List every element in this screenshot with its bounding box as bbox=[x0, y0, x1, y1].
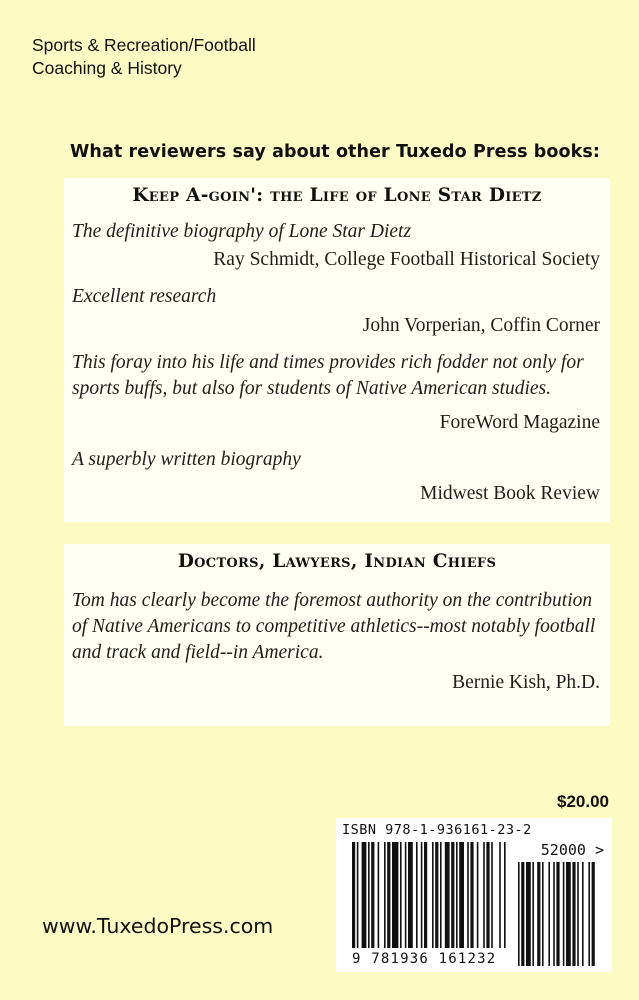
review-source: ForeWord Magazine bbox=[439, 412, 600, 433]
review-quote: Excellent research bbox=[72, 286, 217, 307]
barcode-bar bbox=[553, 862, 555, 966]
review-quote: A superbly written biography bbox=[72, 449, 301, 470]
review-quote: The definitive biography of Lone Star Dietz bbox=[72, 221, 412, 242]
barcode-bar bbox=[432, 842, 434, 948]
barcode-bar bbox=[451, 842, 454, 948]
barcode-bar bbox=[504, 842, 506, 948]
review-quote: This foray into his life and times provides rich fodder not only for sports buffs, but also for students of Native American studies. bbox=[72, 352, 584, 399]
review-source: John Vorperian, Coffin Corner bbox=[362, 315, 600, 336]
barcode-bar bbox=[456, 842, 458, 948]
barcode-bar bbox=[592, 862, 595, 966]
barcode-bar bbox=[582, 862, 584, 966]
review-box-keep-a-goin bbox=[64, 178, 610, 522]
barcode-bar bbox=[526, 862, 531, 966]
barcode-bar bbox=[521, 862, 524, 966]
barcode-bar bbox=[416, 842, 418, 948]
barcode-bar bbox=[459, 842, 464, 948]
barcode bbox=[336, 818, 612, 972]
price-code: 52000 > bbox=[540, 841, 604, 859]
barcode-bar bbox=[440, 842, 442, 948]
barcode-bar bbox=[421, 842, 423, 948]
barcode-bar bbox=[357, 842, 359, 948]
review-quote: Tom has clearly become the foremost authority on the contribution of Native Americans to competitive athletics--most notably football and track and field--in America. bbox=[72, 590, 596, 663]
barcode-bar bbox=[486, 842, 489, 948]
book-title: Doctors, Lawyers, Indian Chiefs bbox=[177, 551, 497, 572]
barcode-bar bbox=[556, 862, 559, 966]
barcode-bar bbox=[537, 862, 540, 966]
barcode-bar bbox=[405, 842, 407, 948]
barcode-bar bbox=[518, 862, 520, 966]
barcode-bar bbox=[408, 842, 413, 948]
barcode-bar bbox=[424, 842, 427, 948]
barcode-bar bbox=[483, 842, 485, 948]
barcode-bar bbox=[445, 842, 450, 948]
ean-digits: 9 781936 161232 bbox=[352, 951, 497, 967]
category-label bbox=[32, 34, 256, 80]
barcode-bar bbox=[477, 842, 479, 948]
barcode-bar bbox=[368, 842, 370, 948]
barcode-bar bbox=[470, 842, 473, 948]
barcode-bar bbox=[566, 862, 571, 966]
review-box-doctors-lawyers bbox=[64, 544, 610, 726]
barcode-bar bbox=[362, 842, 367, 948]
barcode-bar bbox=[467, 842, 469, 948]
barcode-bar bbox=[588, 862, 590, 966]
barcode-bar bbox=[577, 862, 579, 966]
book-title: Keep A-goin': the Life of Lone Star Dietz bbox=[132, 185, 542, 206]
barcode-bar bbox=[572, 862, 575, 966]
barcode-bar bbox=[499, 842, 501, 948]
barcode-bar bbox=[352, 842, 355, 948]
review-source: Ray Schmidt, College Football Historical Society bbox=[213, 249, 600, 270]
website-url: www.TuxedoPress.com bbox=[42, 914, 274, 938]
barcode-bar bbox=[392, 842, 398, 948]
barcode-bar bbox=[532, 862, 534, 966]
barcode-bar bbox=[371, 842, 374, 948]
barcode-bar bbox=[378, 842, 380, 948]
price: $20.00 bbox=[557, 792, 609, 811]
barcode-bar bbox=[384, 842, 386, 948]
barcode-bar bbox=[548, 862, 550, 966]
barcode-bar bbox=[435, 842, 438, 948]
barcode-bar bbox=[542, 862, 544, 966]
isbn-text: ISBN 978-1-936161-23-2 bbox=[342, 822, 532, 838]
barcode-bar bbox=[563, 862, 565, 966]
barcode-bar bbox=[387, 842, 390, 948]
barcode-bar bbox=[491, 842, 493, 948]
category-line-1: Sports & Recreation/Football bbox=[32, 35, 256, 55]
review-source: Bernie Kish, Ph.D. bbox=[452, 672, 600, 693]
category-line-2: Coaching & History bbox=[32, 58, 182, 78]
review-source: Midwest Book Review bbox=[420, 483, 600, 504]
barcode-bar bbox=[400, 842, 402, 948]
reviewers-heading: What reviewers say about other Tuxedo Press books: bbox=[70, 142, 601, 162]
